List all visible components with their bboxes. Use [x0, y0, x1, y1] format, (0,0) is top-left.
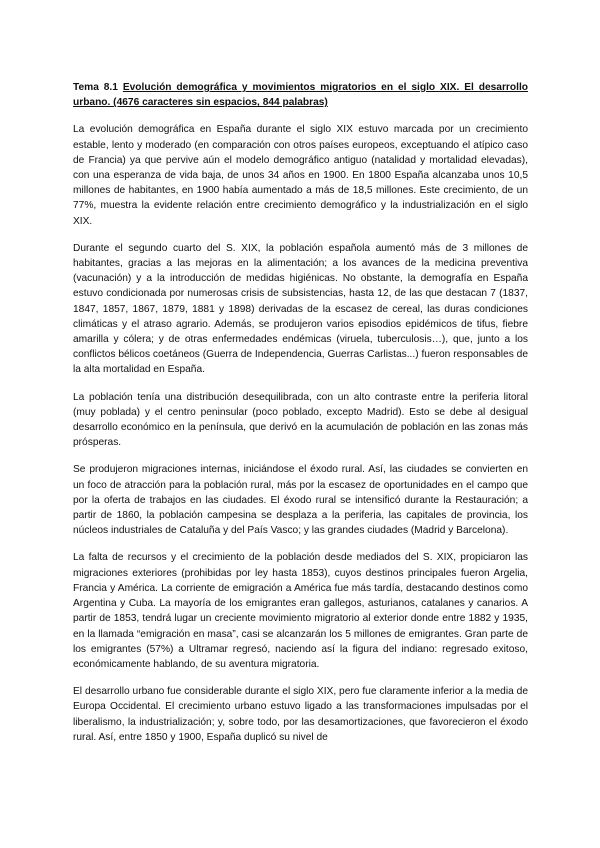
title-underlined-text: Evolución demográfica y movimientos migratorios en el siglo XIX. El desarrollo urbano. (4676 caracteres sin espacios, 844 palabras) — [73, 82, 528, 109]
paragraph-external-migrations: La falta de recursos y el crecimiento de la población desde mediados del S. XIX, propiciaron las migraciones exteriores (prohibidas por ley hasta 1853), cuyos destinos principales fueron Argelia, Francia y América. La corriente de emigración a América fue más tardía, destacando destinos como Argentina y Cuba. La mayoría de los emigrantes eran gallegos, asturianos, catalanes y canarios. A partir de 1853, tendrá lugar un creciente movimiento migratorio al exterior donde entre 1882 y 1935, en la llamada “emigración en masa”, casi se alcanzarán los 5 millones de emigrantes. Gran parte de los emigrantes (57%) a Ultramar regresó, naciendo así la figura del indiano: regresado exitoso, económicamente hablando, de su aventura migratoria. — [73, 552, 528, 670]
paragraph-urban-development: El desarrollo urbano fue considerable durante el siglo XIX, pero fue claramente inferior a la media de Europa Occidental. El crecimiento urbano estuvo ligado a las transformaciones impulsadas por el liberalismo, la industrialización; y, sobre todo, por las desamortizaciones, que favorecieron el éxodo rural. Así, entre 1850 y 1900, España duplicó su nivel de — [73, 686, 528, 743]
paragraph-internal-migrations: Se produjeron migraciones internas, iniciándose el éxodo rural. Así, las ciudades se convierten en un foco de atracción para la población rural, más por la escasez de oportunidades en el campo que por la oferta de trabajos en las ciudades. El éxodo rural se intensificó durante la Restauración; a partir de 1860, la población campesina se desplaza a la periferia, las capitales de provincia, los núcleos industriales de Cataluña y del País Vasco; y las grandes ciudades (Madrid y Barcelona). — [73, 464, 528, 537]
document-title — [73, 80, 528, 110]
paragraph-demographic-evolution: La evolución demográfica en España durante el siglo XIX estuvo marcada por un crecimiento estable, lento y moderado (en comparación con otros países europeos, exceptuando el atípico caso de Francia) ya que pervive aún el modelo demográfico antiguo (natalidad y mortalidad elevadas), con una esperanza de vida baja, de unos 34 años en 1900. En 1800 España alcanzaba unos 10,5 millones de habitantes, en 1900 había aumentado a más de 18,5 millones. Este crecimiento, de un 77%, muestra la evidente relación entre crecimiento demográfico y la industrialización en el siglo XIX. — [73, 124, 528, 227]
document-page — [73, 80, 528, 757]
paragraph-population-distribution: La población tenía una distribución desequilibrada, con un alto contraste entre la periferia litoral (muy poblada) y el centro peninsular (poco poblado, excepto Madrid). Esto se debe al desigual desarrollo económico en la península, que derivó en la acumulación de población en las zonas más prósperas. — [73, 391, 528, 449]
title-prefix: Tema 8.1 — [73, 82, 123, 93]
paragraph-population-growth: Durante el segundo cuarto del S. XIX, la población española aumentó más de 3 millones de habitantes, gracias a las mejoras en la alimentación; a los avances de la medicina preventiva (vacunación) y a la introducción de medidas higiénicas. No obstante, la demografía en España estuvo condicionada por numerosas crisis de subsistencias, hasta 12, de las que destacan 7 (1837, 1847, 1857, 1867, 1879, 1881 y 1898) derivadas de la escasez de cereal, las duras condiciones climáticas y el atraso agrario. Además, se produjeron varios episodios epidémicos de tifus, fiebre amarilla y cólera; y de otras enfermedades endémicas (viruela, tuberculosis…), que, junto a los conflictos bélicos coetáneos (Guerra de Independencia, Guerras Carlistas...) fueron responsables de la alta mortalidad en España. — [73, 242, 528, 376]
